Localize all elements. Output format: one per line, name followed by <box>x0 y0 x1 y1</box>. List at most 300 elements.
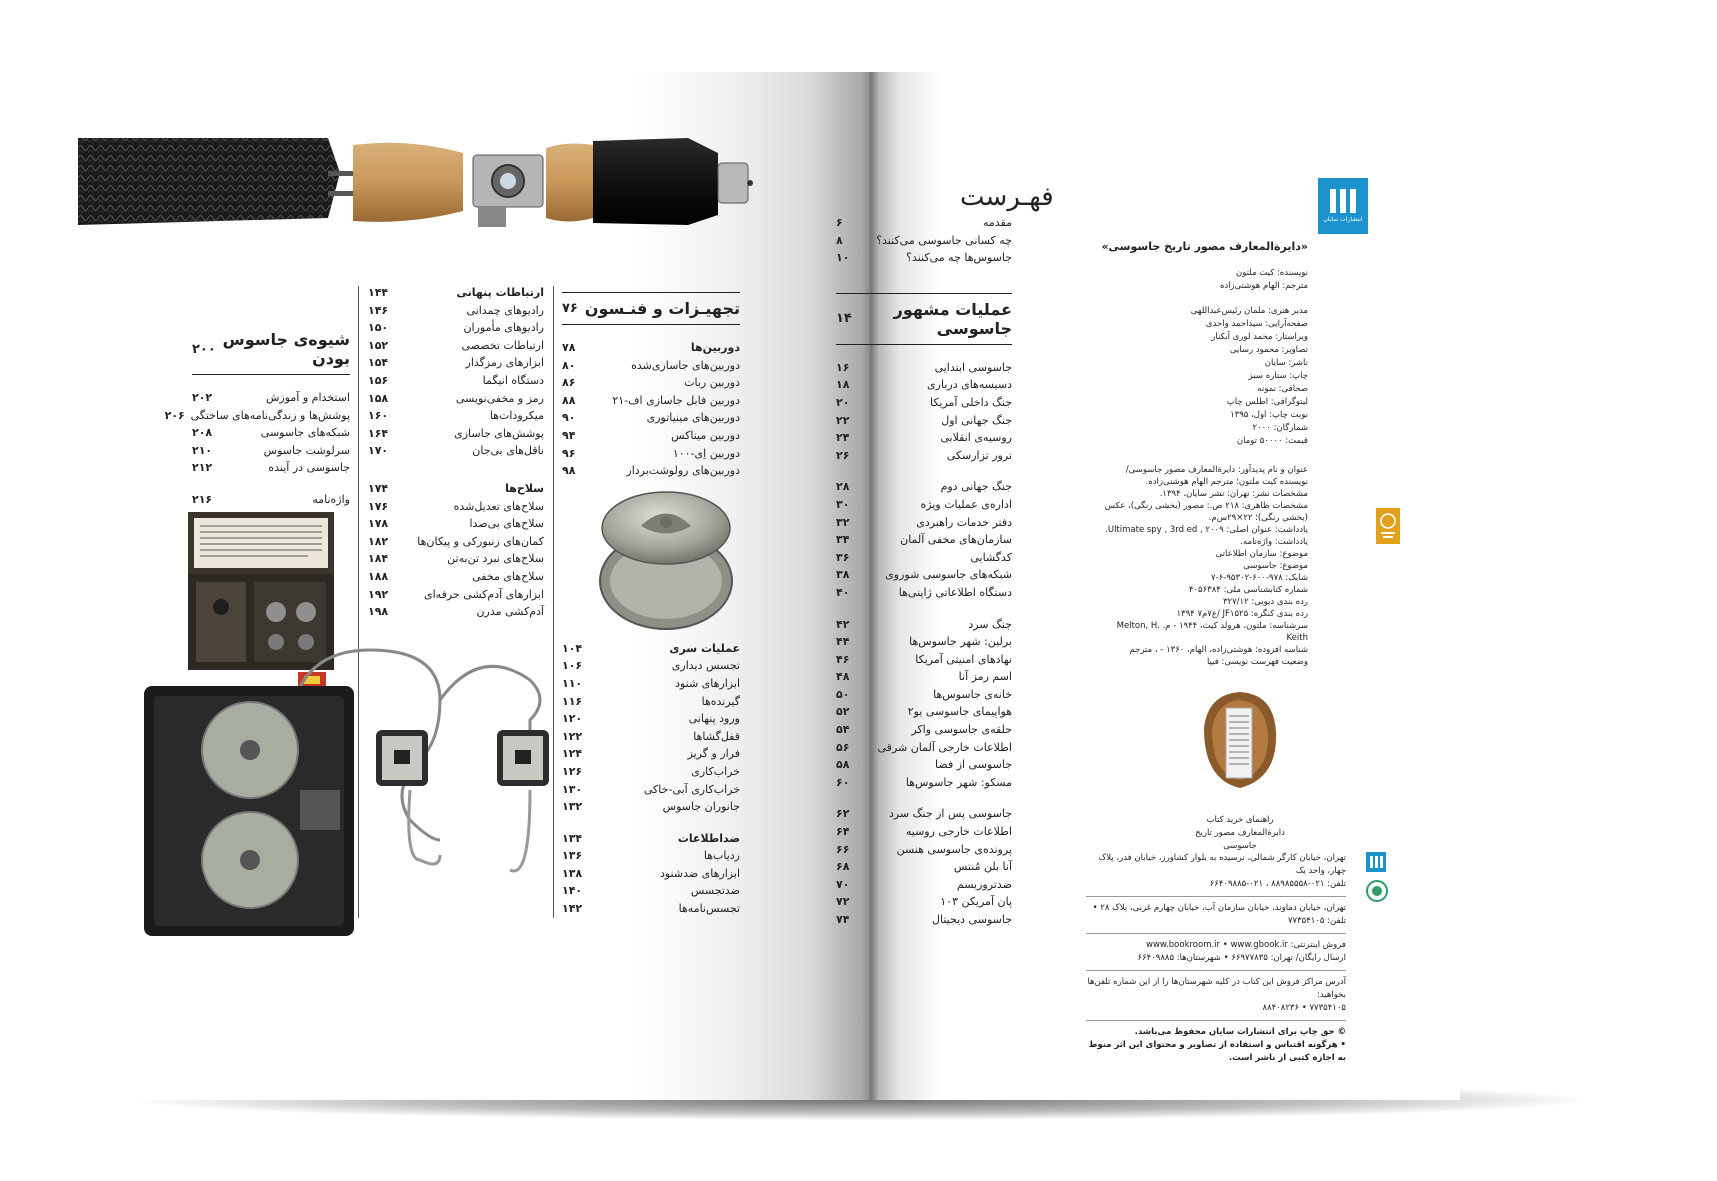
toc-entry[interactable] <box>562 640 740 658</box>
toc-entry-page: ۱۵۲ <box>368 338 389 352</box>
toc-entry[interactable] <box>368 407 544 425</box>
toc-entry[interactable] <box>562 445 740 463</box>
toc-entry-page: ۱۶۰ <box>368 409 389 423</box>
toc-entry[interactable] <box>836 823 1012 841</box>
toc-entry[interactable] <box>836 739 1012 757</box>
toc-entry-label: شبکه‌های جاسوسی <box>260 426 350 440</box>
toc-entry-label: سازمان‌های مخفی آلمان <box>900 533 1012 547</box>
toc-entry[interactable] <box>368 568 544 586</box>
toc-entry-page: ۷۰ <box>836 877 850 891</box>
toc-entry[interactable] <box>836 214 1012 232</box>
toc-entry-page: ۲۸ <box>836 480 850 494</box>
toc-entry[interactable] <box>836 232 1012 250</box>
toc-entry-page: ۵۸ <box>836 758 850 772</box>
copyright-line: © حق چاپ برای انتشارات سایان محفوظ می‌باشد. <box>1134 1027 1346 1037</box>
toc-entry-label: دستگاه انیگما <box>482 373 544 387</box>
toc-entry-label: جاسوسی در آینده <box>268 461 350 475</box>
credit-line: ویراستار: محمد لوری آبکنار <box>1211 332 1308 342</box>
toc-entry[interactable] <box>368 586 544 604</box>
toc-entry[interactable] <box>368 284 544 302</box>
catalog-record <box>1100 464 1308 668</box>
publisher-logo-text: انتشارات سایان <box>1323 216 1363 223</box>
info-line: آدرس مراکز فروش این کتاب در کلیه شهرستان‌ها را از این شماره تلفن‌ها بخواهید: <box>1087 977 1346 1000</box>
toc-entry-label: دوربین‌های جاسازی‌شده <box>631 358 740 372</box>
toc-entry-label: شبکه‌های جاسوسی شوروی <box>885 568 1012 582</box>
address-line: تهران، خیابان کارگر شمالی، نرسیده به بلوار کشاورز، خیابان فدر، پلاک چهار، واحد یک <box>1098 853 1346 876</box>
toc-entry[interactable] <box>836 584 1012 602</box>
credit-line: صحافی: نمونه <box>1257 384 1308 394</box>
toc-entry-page: ۱۳۰ <box>562 782 583 796</box>
toc-entry-page: ۱۴۰ <box>562 884 583 898</box>
publisher-small-logo <box>1366 852 1386 872</box>
toc-entry-label: دستگاه اطلاعاتی ژاپنی‌ها <box>898 585 1012 599</box>
toc-entry[interactable] <box>164 407 350 425</box>
toc-entry-label: دوربین‌ها <box>690 341 740 354</box>
toc-entry-label: ورود پنهانی <box>688 712 740 726</box>
toc-entry-page: ۱۴۲ <box>562 902 583 916</box>
toc-entry[interactable] <box>562 462 740 480</box>
toc-entry-label: سلاح‌های تعدیل‌شده <box>453 499 544 513</box>
toc-entry[interactable] <box>368 425 544 443</box>
toc-entry-page: ۱۳۴ <box>562 831 583 845</box>
toc-entry-label: ردیاب‌ها <box>703 849 740 863</box>
toc-entry[interactable] <box>562 357 740 375</box>
toc-entry[interactable] <box>562 763 740 781</box>
toc-entry[interactable] <box>562 728 740 746</box>
toc-entry-label: گیرنده‌ها <box>701 694 740 708</box>
toc-entry[interactable] <box>836 376 1012 394</box>
phone-line: ۷۷۳۵۴۱۰۵ • ۸۸۴۰۸۲۳۶ <box>1262 1003 1346 1013</box>
publisher-logo <box>1318 178 1368 234</box>
toc-entry-label: رادیوهای مأموران <box>463 321 544 335</box>
toc-entry-label: دوربین میناکس <box>671 428 740 442</box>
credit-line: شمارگان: ۲۰۰۰ <box>1252 423 1308 433</box>
toc-entry-page: ۱۳۸ <box>562 866 583 880</box>
toc-entry-page: ۲۶ <box>836 448 850 462</box>
toc-entry-label: خراب‌کاری <box>691 764 740 778</box>
credit-line: مترجم: الهام هوشتی‌زاده <box>1219 281 1308 291</box>
credits-production <box>1100 305 1308 448</box>
toc-entry[interactable] <box>836 531 1012 549</box>
toc-group <box>368 284 544 460</box>
toc-entry-label: مقدمه <box>982 216 1012 229</box>
tape-recorder-photo <box>140 640 550 940</box>
toc-entry-page: ۳۶ <box>836 550 850 564</box>
toc-entry-page: ۱۵۰ <box>368 321 389 335</box>
toc-entry[interactable] <box>368 319 544 337</box>
toc-entry-label: ضداطلاعات <box>677 831 740 845</box>
toc-entry-page: ۱۱۶ <box>562 694 583 708</box>
catalog-line: رده بندی دیویی: ۳۲۷/۱۲ <box>1222 597 1308 607</box>
toc-entry[interactable] <box>836 496 1012 514</box>
toc-entry-page: ۹۸ <box>562 464 576 478</box>
toc-entry[interactable] <box>836 721 1012 739</box>
toc-entry[interactable] <box>836 549 1012 567</box>
toc-entry-label: جنگ داخلی آمریکا <box>929 395 1012 409</box>
toc-entry-page: ۶۴ <box>836 825 850 839</box>
toc-entry-label: آدم‌کشی مدرن <box>476 605 544 619</box>
toc-entry[interactable] <box>368 498 544 516</box>
catalog-line: موضوع: سازمان اطلاعاتی <box>1215 549 1308 559</box>
toc-entry[interactable] <box>368 354 544 372</box>
toc-entry-label: فرار و گریز <box>687 747 740 761</box>
toc-group <box>562 640 740 816</box>
toc-entry[interactable] <box>836 249 1012 267</box>
toc-entry[interactable] <box>836 686 1012 704</box>
catalog-line: شماره کتابشناسی ملی: ۴۰۵۶۳۸۴ <box>1188 585 1308 595</box>
rights-line: • هرگونه اقتباس و استفاده از تصاویر و محتوای این اثر منوط به اجازه کتبی از ناشر است. <box>1088 1040 1346 1063</box>
toc-entry-page: ۱۳۶ <box>562 849 583 863</box>
toc-entry-page: ۴۲ <box>836 617 850 631</box>
delivery-line: ارسال رایگان/ تهران: ۶۶۹۷۷۸۳۵ • شهرستان‌ها: ۶۶۴۰۹۸۸۵ <box>1137 953 1346 963</box>
toc-entry[interactable] <box>562 865 740 883</box>
toc-entry[interactable] <box>836 893 1012 911</box>
toc-entry-label: خراب‌کاری آبی-خاکی <box>643 782 740 796</box>
toc-entry[interactable] <box>836 412 1012 430</box>
toc-entry-page: ۲۰۲ <box>192 391 213 404</box>
toc-entry-page: ۴۶ <box>836 652 850 666</box>
toc-entry-page: ۵۰ <box>836 687 850 701</box>
toc-entry-page: ۳۸ <box>836 568 850 582</box>
toc-entry[interactable] <box>192 424 350 442</box>
toc-entry-page: ۱۲۰ <box>562 712 583 726</box>
toc-entry-page: ۱۴۶ <box>368 303 389 317</box>
toc-entry-label: دفتر خدمات راهبردی <box>916 515 1012 529</box>
toc-entry-label: جنگ سرد <box>968 617 1012 631</box>
toc-entry-label: اطلاعات خارجی آلمان شرقی <box>877 740 1012 754</box>
toc-entry-label: دوربین‌های رولوشت‌بردار <box>626 464 740 478</box>
toc-entry-label: سلاح‌ها <box>505 481 544 495</box>
toc-group <box>836 805 1012 928</box>
toc-entry[interactable] <box>368 603 544 621</box>
toc-entry-label: ارتباطات پنهانی <box>456 286 544 299</box>
toc-entry-label: رمز و مخفی‌نویسی <box>455 391 544 405</box>
green-seal-icon <box>1366 880 1388 902</box>
toc-entry[interactable] <box>836 841 1012 859</box>
toc-entry[interactable] <box>836 911 1012 929</box>
toc-column-communications <box>368 284 544 635</box>
toc-entry[interactable] <box>836 394 1012 412</box>
toc-entry[interactable] <box>192 389 350 407</box>
toc-entry[interactable] <box>368 390 544 408</box>
catalog-line: یادداشت: واژه‌نامه. <box>1240 537 1308 547</box>
toc-entry-page: ۱۵۴ <box>368 356 389 370</box>
toc-entry[interactable] <box>562 675 740 693</box>
toc-entry-page: ۸۰ <box>562 358 576 372</box>
phone-line: تلفن: ۰۲۱-۸۸۹۸۵۵۵۸ ، ۰۲۱-۶۶۴۰۹۸۸۵ <box>1209 879 1346 889</box>
toc-entry[interactable] <box>836 703 1012 721</box>
toc-entry-page: ۱۷۰ <box>368 444 389 458</box>
toc-entry-label: پوشش‌های جاسازی <box>454 426 544 440</box>
section-heading-equipment <box>562 292 740 325</box>
section-heading-spy-life <box>192 324 350 375</box>
toc-entry-label: اداره‌ی عملیات ویژه <box>920 497 1012 511</box>
toc-entry-label: برلین: شهر جاسوس‌ها <box>909 635 1012 649</box>
toc-entry-label: پرونده‌ی جاسوسی هنسن <box>896 842 1012 856</box>
toc-entry-label: دوربین‌های مینیاتوری <box>646 411 740 425</box>
toc-entry-page: ۸۸ <box>562 393 576 407</box>
divider <box>1086 970 1346 971</box>
online-sales-line: فروش اینترنتی: www.bookroom.ir • www.gbook.ir <box>1146 940 1346 950</box>
toc-entry-page: ۱۷۴ <box>368 481 389 495</box>
toc-entry[interactable] <box>836 876 1012 894</box>
address-block <box>1086 852 1346 1065</box>
toc-entry-label: ناقل‌های بی‌جان <box>472 444 544 458</box>
publisher-info <box>1100 240 1308 668</box>
toc-entry-page: ۱۹۸ <box>368 605 389 619</box>
toc-entry-label: قفل‌گشاها <box>693 729 740 743</box>
toc-entry[interactable] <box>562 374 740 392</box>
toc-entry-page: ۱۵۶ <box>368 373 389 387</box>
catalog-line: مشخصات نشر: تهران: نشر سایان، ۱۳۹۴. <box>1159 489 1308 499</box>
toc-entry[interactable] <box>562 392 740 410</box>
credit-line: صفحه‌آرایی: سیداحمد واحدی <box>1205 319 1308 329</box>
toc-entry-label: جاسوسی ابتدایی <box>934 360 1012 374</box>
toc-entry-label: آنا بلن مُنتس <box>953 860 1012 874</box>
toc-entry-page: ۱۸۴ <box>368 552 389 566</box>
catalog-line: وضعیت فهرست نویسی: فیپا <box>1206 657 1308 667</box>
toc-entry-page: ۲۰۶ <box>164 408 185 422</box>
toc-entry-page: ۹۴ <box>562 428 576 442</box>
toc-entry-label: جاسوسی از فضا <box>935 758 1012 772</box>
credit-line: نوبت چاپ: اول، ۱۳۹۵ <box>1230 410 1308 420</box>
toc-entry-page: ۶۲ <box>836 807 850 821</box>
toc-entry[interactable] <box>562 830 740 848</box>
section-title: تجهیـزات و فنـسون <box>584 299 740 318</box>
toc-entry[interactable] <box>836 429 1012 447</box>
address-line: تهران، خیابان دماوند، خیابان سازمان آب، خیابان چهارم غربی، پلاک ۲۸ • تلفن: ۷۷۳۵۴۱۰۵ <box>1092 903 1346 926</box>
hollow-coin-photo <box>596 486 736 631</box>
toc-entry-label: سلاح‌های نبرد تن‌به‌تن <box>447 552 544 566</box>
toc-entry-page: ۱۶ <box>836 360 850 374</box>
toc-entry[interactable] <box>368 302 544 320</box>
toc-entry-label: هواپیمای جاسوسی یو۲ <box>907 705 1012 719</box>
toc-entry-page: ۲۰ <box>836 395 850 409</box>
toc-entry-label: دوربین ربات <box>684 376 740 390</box>
toc-entry-page: ۲۱۶ <box>192 492 213 506</box>
guide-line: دایرة‌المعارف مصور تاریخ جاسوسی <box>1195 828 1285 851</box>
toc-group-intro <box>836 214 1012 267</box>
toc-entry-label: حلقه‌ی جاسوسی واکر <box>911 723 1012 737</box>
toc-entry-page: ۲۰۸ <box>192 426 213 440</box>
toc-entry[interactable] <box>562 339 740 357</box>
toc-entry[interactable] <box>562 693 740 711</box>
toc-entry[interactable] <box>562 710 740 728</box>
toc-entry-label: ابزارهای شنود <box>675 676 740 690</box>
toc-entry[interactable] <box>836 616 1012 634</box>
section-page-number: ۷۶ <box>562 301 578 316</box>
toc-entry-page: ۱۱۰ <box>562 676 583 690</box>
toc-entry-label: سلاح‌های بی‌صدا <box>469 517 544 531</box>
toc-entry-page: ۳۴ <box>836 533 850 547</box>
toc-entry-label: جاسوسی پس از جنگ سرد <box>888 807 1012 821</box>
toc-entry[interactable] <box>836 774 1012 792</box>
toc-entry-page: ۲۱۲ <box>192 461 213 475</box>
credit-line: قیمت: ۵۰۰۰۰ تومان <box>1236 436 1308 446</box>
toc-entry-page: ۱۰۴ <box>562 641 583 655</box>
divider <box>1086 1020 1346 1021</box>
credit-line: نویسنده: کیت ملتون <box>1236 268 1308 278</box>
toc-entry-page: ۱۶۴ <box>368 426 389 440</box>
toc-entry-page: ۱۴۴ <box>368 286 389 299</box>
toc-entry[interactable] <box>368 515 544 533</box>
hidden-document-photo <box>1198 688 1280 792</box>
toc-entry[interactable] <box>836 514 1012 532</box>
toc-entry[interactable] <box>192 459 350 477</box>
toc-entry-page: ۹۶ <box>562 446 576 460</box>
toc-entry-page: ۱۲۲ <box>562 729 583 743</box>
catalog-line: یادداشت: عنوان اصلی: Ultimate spy , 3rd ed , ۲۰۰۹. <box>1105 525 1308 535</box>
toc-entry-page: ۱۰ <box>836 251 850 265</box>
credit-line: لیتوگرافی: اطلس چاپ <box>1226 397 1308 407</box>
toc-entry[interactable] <box>368 442 544 460</box>
toc-entry-label: اسم رمز آنا <box>958 670 1012 684</box>
toc-entry[interactable] <box>836 858 1012 876</box>
toc-entry[interactable] <box>368 337 544 355</box>
publisher-logo-icon <box>1330 189 1356 213</box>
toc-entry[interactable] <box>192 442 350 460</box>
toc-entry-page: ۵۲ <box>836 705 850 719</box>
toc-entry-page: ۷۴ <box>836 913 850 926</box>
toc-entry[interactable] <box>562 781 740 799</box>
toc-entry-label: ابزارهای رمزگذار <box>465 356 544 370</box>
toc-entry-label: دسیسه‌های درباری <box>927 378 1012 392</box>
toc-entry-label: چه کسانی جاسوسی می‌کنند؟ <box>876 233 1012 247</box>
section-page-number: ۱۴ <box>836 311 852 327</box>
toc-entry[interactable] <box>562 847 740 865</box>
toc-entry[interactable] <box>836 478 1012 496</box>
toc-entry-page: ۲۴ <box>836 431 850 445</box>
toc-entry-page: ۴۰ <box>836 585 850 599</box>
toc-entry-label: نهادهای امنیتی آمریکا <box>915 652 1012 666</box>
toc-entry-page: ۱۲۶ <box>562 764 583 778</box>
toc-entry-label: اطلاعات خارجی روسیه <box>905 825 1012 839</box>
toc-entry-page: ۲۲ <box>836 413 850 427</box>
toc-entry-page: ۱۸۲ <box>368 534 389 548</box>
toc-entry-label: روسیه‌ی انقلابی <box>940 431 1012 445</box>
catalog-line: مشخصات ظاهری: ۲۱۸ ص.: مصور (بخشی رنگی)، عکس (بخشی رنگی)؛ ۲۲×۲۹س‌م. <box>1104 501 1308 523</box>
toc-entry[interactable] <box>368 533 544 551</box>
toc-entry-label: ارتباطات تخصصی <box>461 338 544 352</box>
toc-entry[interactable] <box>368 550 544 568</box>
toc-entry[interactable] <box>836 447 1012 465</box>
toc-entry[interactable] <box>368 480 544 498</box>
toc-entry[interactable] <box>836 651 1012 669</box>
section-title: شیوه‌ی جاسوس بودن <box>222 330 350 368</box>
toc-column-spy-life <box>164 324 350 509</box>
toc-entry-label: پوشش‌ها و زندگی‌نامه‌های ساختگی <box>190 408 350 422</box>
toc-entry-page: ۳۰ <box>836 497 850 511</box>
section-heading-famous-operations <box>836 293 1012 345</box>
toc-entry-page: ۷۸ <box>562 341 576 354</box>
toc-entry-page: ۶۸ <box>836 860 850 874</box>
toc-entry-label: دوربین اِی-۱۰۰ <box>672 446 740 460</box>
toc-entry[interactable] <box>368 372 544 390</box>
toc-entry-page: ۸ <box>836 233 843 247</box>
catalog-line: موضوع: جاسوسی <box>1243 561 1308 571</box>
toc-entry[interactable] <box>836 566 1012 584</box>
guide-line: راهنمای خرید کتاب <box>1206 815 1274 825</box>
credits-author <box>1100 267 1308 293</box>
left-column-rule-2 <box>553 286 554 918</box>
toc-entry-page: ۱۰۶ <box>562 659 583 673</box>
toc-entry-label: عملیات سری <box>669 641 740 655</box>
toc-entry-page: ۳۲ <box>836 515 850 529</box>
toc-entry-label: جاسوسی دیجیتال <box>932 913 1012 926</box>
toc-entry[interactable] <box>836 805 1012 823</box>
toc-entry[interactable] <box>562 900 740 918</box>
toc-entry[interactable] <box>562 798 740 816</box>
toc-entry-label: جانوران جاسوس <box>662 800 740 814</box>
toc-entry-label: ابزارهای ضدشنود <box>659 866 740 880</box>
toc-entry-glossary[interactable] <box>192 491 350 509</box>
toc-entry[interactable] <box>836 633 1012 651</box>
catalog-line: عنوان و نام پدیدآور: دایرة‌المعارف مصور جاسوسی/ نویسنده کیت ملتون؛ مترجم الهام هوشتی‌زاده. <box>1125 465 1308 487</box>
toc-entry-page: ۶۶ <box>836 842 850 856</box>
toc-group <box>562 339 740 480</box>
toc-entry[interactable] <box>562 657 740 675</box>
toc-entry[interactable] <box>836 756 1012 774</box>
credit-line: مدیر هنری: ملمان رئیس‌عبداللهی <box>1190 306 1308 316</box>
toc-entry-label: رادیوهای چمدانی <box>466 303 544 317</box>
toc-entry-label: سلاح‌های مخفی <box>472 569 544 583</box>
toc-entry-page: ۱۷۶ <box>368 499 389 513</box>
toc-group <box>836 616 1012 792</box>
toc-entry-label: ابزارهای آدم‌کشی حرفه‌ای <box>424 587 544 601</box>
toc-entry-page: ۴۸ <box>836 670 850 684</box>
toc-entry-page: ۸۶ <box>562 376 576 390</box>
toc-entry[interactable] <box>562 427 740 445</box>
toc-entry-label: کدگشایی <box>970 550 1012 564</box>
toc-entry[interactable] <box>562 882 740 900</box>
toc-entry[interactable] <box>836 359 1012 377</box>
toc-entry[interactable] <box>562 745 740 763</box>
section-title: عملیات مشهور جاسوسی <box>893 299 1012 338</box>
toc-entry-page: ۵۴ <box>836 723 850 737</box>
toc-group <box>836 478 1012 601</box>
toc-entry-label: مسکو: شهر جاسوس‌ها <box>905 775 1012 789</box>
toc-entry-label: پان آمریکن ۱۰۳ <box>940 895 1012 909</box>
toc-entry-page: ۱۸ <box>836 378 850 392</box>
catalog-line: شابک: ۹۷۸-۶۰۰-۹۵۳۰۲-۶-۷ <box>1211 573 1308 583</box>
toc-entry-page: ۱۲۴ <box>562 747 583 761</box>
toc-entry-page: ۱۵۸ <box>368 391 389 405</box>
book-title: «دایرة‌المعارف مصور تاریخ جاسوسی» <box>1101 240 1308 253</box>
toc-entry[interactable] <box>562 409 740 427</box>
toc-entry-page: ۴۴ <box>836 635 850 649</box>
toc-entry-label: تجسس دیداری <box>671 659 740 673</box>
national-library-badge <box>1376 508 1400 544</box>
toc-entry[interactable] <box>836 668 1012 686</box>
contents-heading: فهـرست <box>960 182 1054 212</box>
toc-entry-page: ۱۹۲ <box>368 587 389 601</box>
toc-entry-label: کمان‌های زنبورکی و پیکان‌ها <box>417 534 544 548</box>
toc-entry-page: ۶۰ <box>836 775 850 789</box>
divider <box>1086 933 1346 934</box>
catalog-line: شناسه افزوده: هوشتی‌زاده، الهام، ۱۳۶۰ - ، مترجم <box>1129 645 1308 655</box>
toc-entry-page: ۵۶ <box>836 740 850 754</box>
toc-group <box>562 830 740 918</box>
toc-entry-label: جنگ جهانی دوم <box>940 480 1012 494</box>
toc-entry-label: سرلوشت جاسوس <box>263 443 350 457</box>
toc-group <box>368 480 544 621</box>
toc-entry-label: ترور تزارسکی <box>946 448 1012 462</box>
credit-line: تصاویر: محمود رسایی <box>1229 345 1308 355</box>
toc-entry-page: ۲۱۰ <box>192 443 213 457</box>
toc-entry-label: ضدتروریسم <box>956 877 1012 891</box>
catalog-line: سرشناسه: ملتون، هرولد کیث، ۱۹۴۴ - م. Melton, H. Keith <box>1116 621 1308 643</box>
toc-entry-label: میکرودات‌ها <box>489 409 544 423</box>
